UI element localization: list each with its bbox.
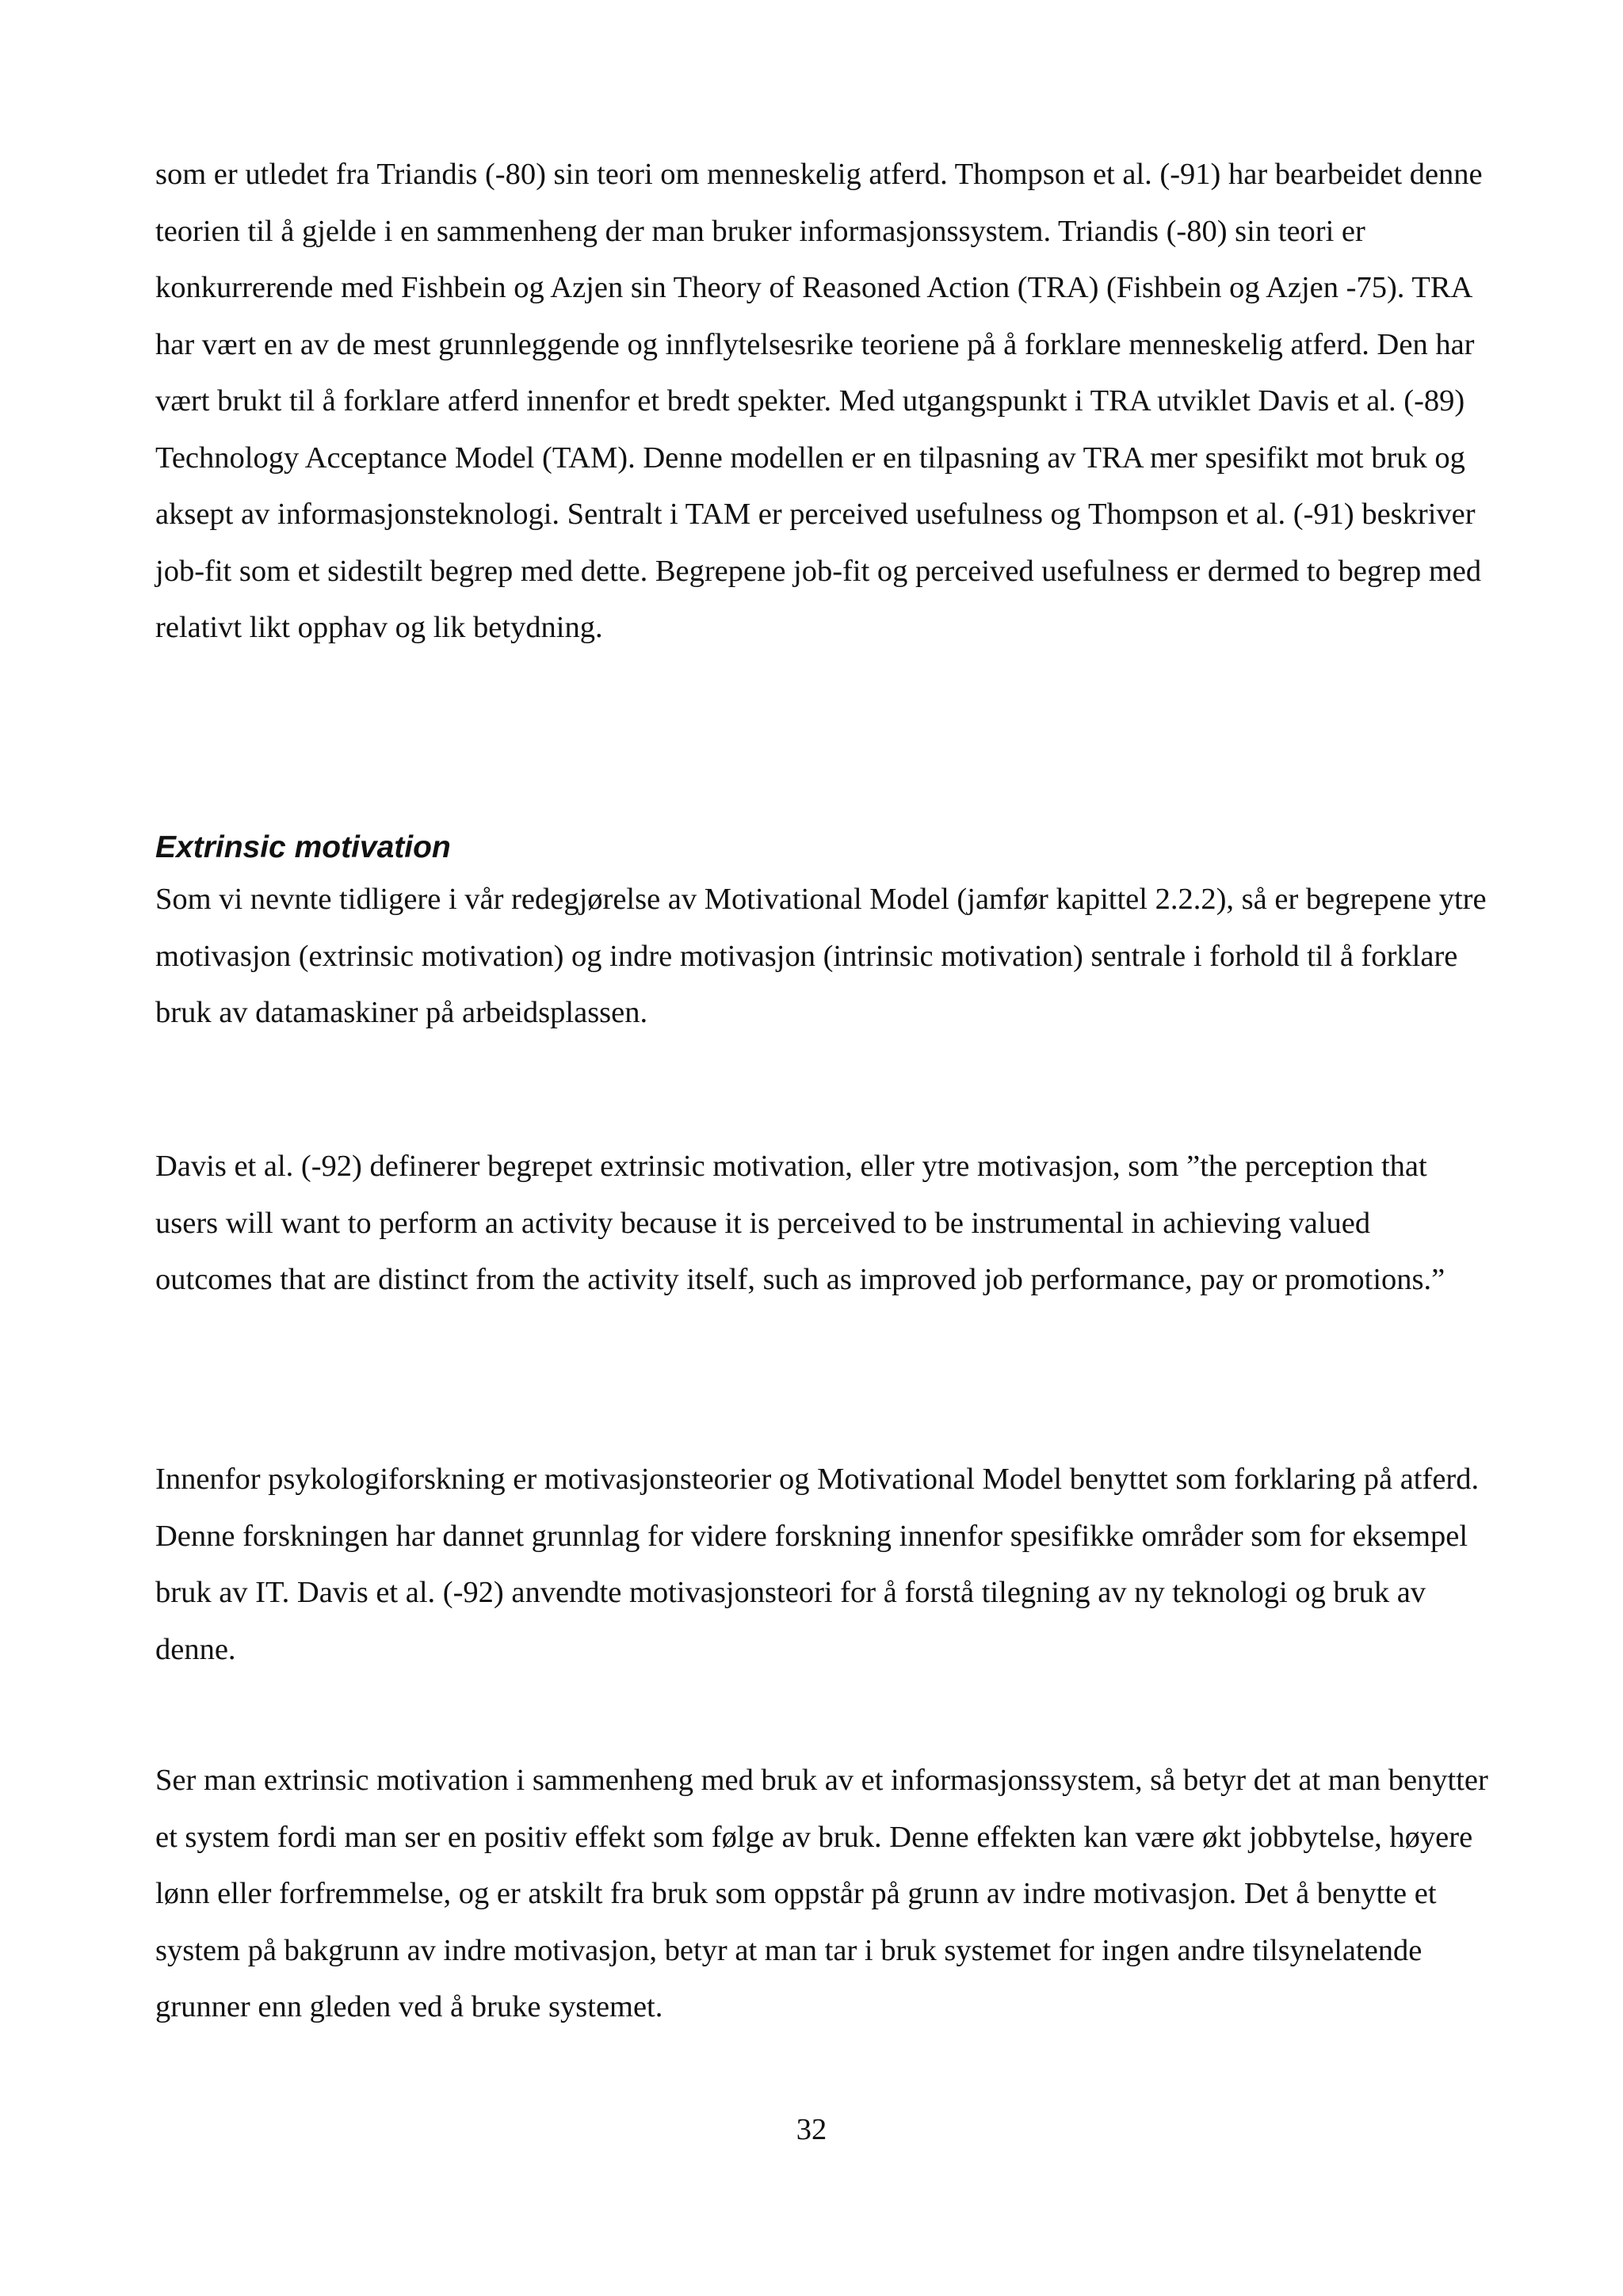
body-paragraph: Innenfor psykologiforskning er motivasjonsteorier og Motivational Model benyttet som forklaring på atferd. Denne forskningen har dannet grunnlag for videre forskning innenfor spesifikke områder som for eksempel bruk av IT. Davis et al. (-92) anvendte motivasjonsteori for å forstå tilegning av ny teknologi og bruk av denne. bbox=[155, 1463, 1480, 1666]
body-paragraph: Ser man extrinsic motivation i sammenheng med bruk av et informasjonssystem, så betyr det at man benytter et system fordi man ser en positiv effekt som følge av bruk. Denne effekten kan være økt jobbytelse, høyere lønn eller forfremmelse, og er atskilt fra bruk som oppstår på grunn av indre motivasjon. Det å benytte et system på bakgrunn av indre motivasjon, betyr at man tar i bruk systemet for ingen andre tilsynelatende grunner enn gleden ved å bruke systemet. bbox=[155, 1764, 1488, 2023]
body-paragraph: som er utledet fra Triandis (-80) sin teori om menneskelig atferd. Thompson et al. (-91) har bearbeidet denne teorien til å gjelde i en sammenheng der man bruker informasjonssystem. Triandis (-80) sin teori er konkurrerende med Fishbein og Azjen sin Theory of Reasoned Action (TRA) (Fishbein og Azjen -75). TRA har vært en av de mest grunnleggende og innflytelsesrike teoriene på å forklare menneskelig atferd. Den har vært brukt til å forklare atferd innenfor et bredt spekter. Med utgangspunkt i TRA utviklet Davis et al. (-89) Technology Acceptance Model (TAM). Denne modellen er en tilpasning av TRA mer spesifikt mot bruk og aksept av informasjonsteknologi. Sentralt i TAM er perceived usefulness og Thompson et al. (-91) beskriver job-fit som et sidestilt begrep med dette. Begrepene job-fit og perceived usefulness er dermed to begrep med relativt likt opphav og lik betydning. bbox=[155, 158, 1483, 644]
body-paragraph: Davis et al. (-92) definerer begrepet extrinsic motivation, eller ytre motivasjon, som ”the perception that users will want to perform an activity because it is perceived to be instrumental in achieving valued outcomes that are distinct from the activity itself, such as improved job performance, pay or promotions.” bbox=[155, 1150, 1445, 1296]
page-number: 32 bbox=[796, 2113, 827, 2146]
section-heading: Extrinsic motivation bbox=[155, 830, 451, 864]
body-paragraph: Som vi nevnte tidligere i vår redegjørelse av Motivational Model (jamfør kapittel 2.2.2), så er begrepene ytre motivasjon (extrinsic motivation) og indre motivasjon (intrinsic motivation) sentrale i forhold til å forklare bruk av datamaskiner på arbeidsplassen. bbox=[155, 883, 1487, 1029]
